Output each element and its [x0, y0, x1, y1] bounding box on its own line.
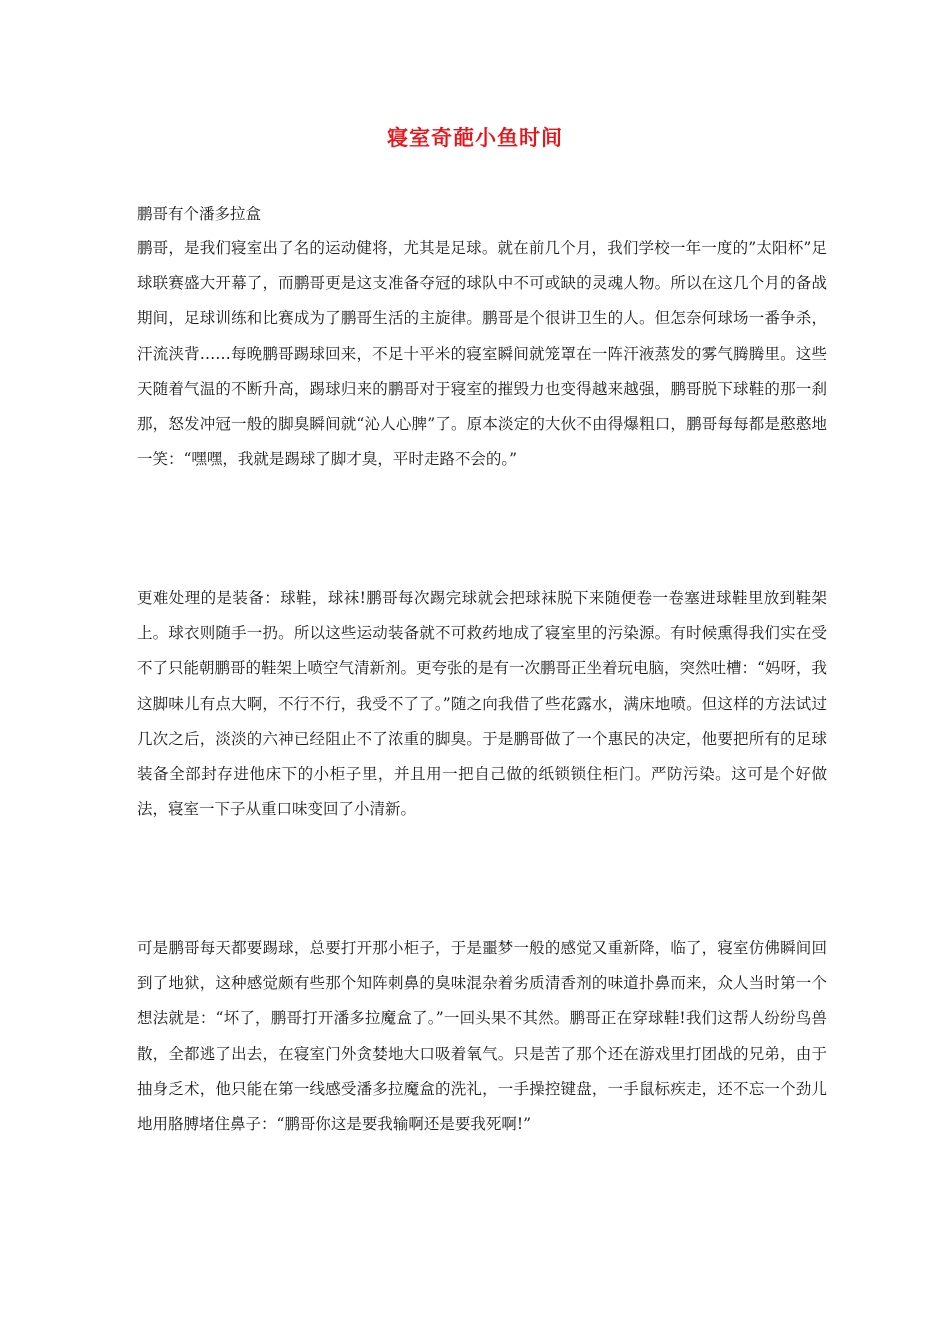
body-paragraph: 可是鹏哥每天都要踢球，总要打开那小柜子，于是噩梦一般的感觉又重新降，临了，寝室仿佛瞬间回到了地狱，这种感觉颇有些那个知阵刺鼻的臭味混杂着劣质清香剂的味道扑鼻而来，众人当时第一个想法就是：“坏了，鹏哥打开潘多拉魔盒了。”一回头果不其然。鹏哥正在穿球鞋!我们这帮人纷纷鸟兽散，全都逃了出去，在寝室门外贪婪地大口吸着氧气。只是苦了那个还在游戏里打团战的兄弟，由于抽身乏术，他只能在第一线感受潘多拉魔盒的洗礼，一手操控键盘，一手鼠标疾走，还不忘一个劲儿地用胳膊堵住鼻子：“鹏哥你这是要我输啊还是要我死啊!” [137, 939, 827, 1134]
body-paragraph: 鹏哥，是我们寝室出了名的运动健将，尤其是足球。就在前几个月，我们学校一年一度的”太阳杯”足球联赛盛大开幕了，而鹏哥更是这支准备夺冠的球队中不可或缺的灵魂人物。所以在这几个月的备战期间，足球训练和比赛成为了鹏哥生活的主旋律。鹏哥是个很讲卫生的人。但怎奈何球场一番争杀，汗流浃背……每晚鹏哥踢球回来，不足十平米的寝室瞬间就笼罩在一阵汗液蒸发的雾气腾腾里。这些天随着气温的不断升高，踢球归来的鹏哥对于寝室的摧毁力也变得越来越强，鹏哥脱下球鞋的那一刹那，怒发冲冠一般的脚臭瞬间就“沁人心脾”了。原本淡定的大伙不由得爆粗口，鹏哥每每都是憨憨地一笑：“嘿嘿，我就是踢球了脚才臭，平时走路不会的。” [137, 239, 827, 469]
document-title: 寝室奇葩小鱼时间 [387, 126, 563, 150]
body-paragraph: 更难处理的是装备：球鞋，球袜!鹏哥每次踢完球就会把球袜脱下来随便卷一卷塞进球鞋里放到鞋架上。球衣则随手一扔。所以这些运动装备就不可救药地成了寝室里的污染源。有时候熏得我们实在受不了只能朝鹏哥的鞋架上喷空气清新剂。更夸张的是有一次鹏哥正坐着玩电脑，突然吐槽：“妈呀，我这脚味儿有点大啊，不行不行，我受不了了。”随之向我借了些花露水，满床地喷。但这样的方法试过几次之后，淡淡的六神已经阻止不了浓重的脚臭。于是鹏哥做了一个惠民的决定，他要把所有的足球装备全部封存进他床下的小柜子里，并且用一把自己做的纸锁锁住柜门。严防污染。这可是个好做法，寝室一下子从重口味变回了小清新。 [137, 589, 827, 819]
section-heading: 鹏哥有个潘多拉盒 [137, 205, 262, 223]
